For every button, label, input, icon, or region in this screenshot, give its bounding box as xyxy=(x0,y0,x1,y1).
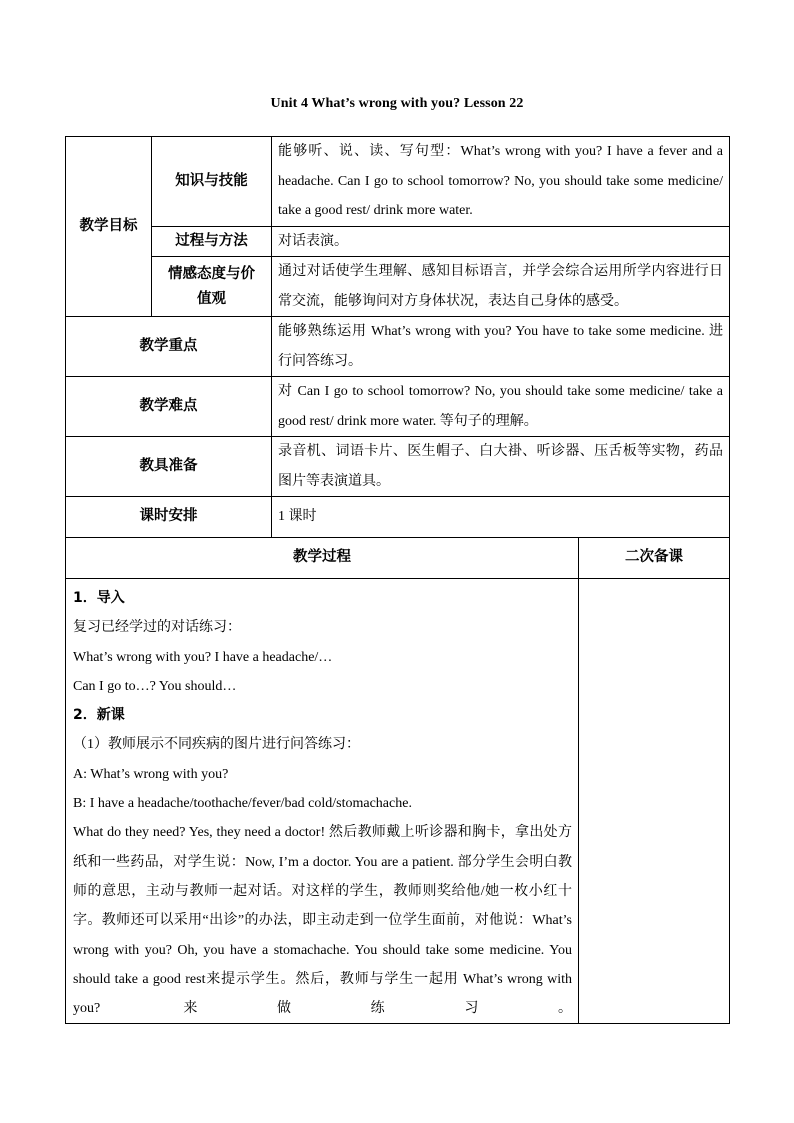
knowledge-text: 能够听、说、读、写句型：What’s wrong with you? I have a fever and a headache. Can I go to school tomorrow? No, you should take some medicine/ take a good rest/ drink more water. xyxy=(272,137,730,227)
objective-process-row xyxy=(66,226,730,257)
objectives-label: 教学目标 xyxy=(66,137,152,317)
knowledge-label: 知识与技能 xyxy=(152,137,272,227)
emotion-label-line1: 情感态度与价 xyxy=(168,265,255,282)
process-method-label: 过程与方法 xyxy=(152,226,272,257)
materials-row xyxy=(66,437,730,497)
difficulties-row xyxy=(66,377,730,437)
process-line: What’s wrong with you? I have a headache/… xyxy=(73,649,333,665)
process-line: A: What’s wrong with you? xyxy=(73,766,229,782)
process-header-main: 教学过程 xyxy=(66,538,579,579)
emotion-label-line2: 值观 xyxy=(197,290,226,307)
emotion-label xyxy=(152,257,272,317)
process-content xyxy=(66,579,579,1024)
materials-text: 录音机、词语卡片、医生帽子、白大褂、听诊器、压舌板等实物，药品图片等表演道具。 xyxy=(272,437,730,497)
section-new-lesson-heading: 2．新课 xyxy=(73,707,125,724)
process-header-row xyxy=(66,538,730,579)
key-points-text: 能够熟练运用 What’s wrong with you? You have to take some medicine. 进行问答练习。 xyxy=(272,317,730,377)
process-line: 复习已经学过的对话练习： xyxy=(73,620,241,636)
process-line: B: I have a headache/toothache/fever/bad cold/stomachache. xyxy=(73,796,412,812)
schedule-label: 课时安排 xyxy=(66,497,272,538)
process-paragraph: What do they need? Yes, they need a doctor! 然后教师戴上听诊器和胸卡，拿出处方纸和一些药品，对学生说：Now, I’m a doctor. You are a patient. 部分学生会明白教师的意思，主动与教师一起对话。对这样的学生，教师则奖给他/她一枚小红十字。教师还可以采用“出诊”的办法，即主动走到一位学生面前，对他说：What’s wrong with you? Oh, you have a stomachache. You should take some medicine. You should take a good rest来提示学生。然后，教师与学生一起用 What’s wrong with you? 来做练习。 xyxy=(73,825,572,1017)
teaching-process-table xyxy=(65,537,730,1024)
schedule-text: 1 课时 xyxy=(272,497,730,538)
difficulties-text: 对 Can I go to school tomorrow? No, you should take some medicine/ take a good rest/ drink more water. 等句子的理解。 xyxy=(272,377,730,437)
process-line: Can I go to…? You should… xyxy=(73,678,237,694)
section-intro-heading: 1．导入 xyxy=(73,590,125,606)
key-points-label: 教学重点 xyxy=(66,317,272,377)
process-header-side: 二次备课 xyxy=(579,538,730,579)
process-line: （1）教师展示不同疾病的图片进行问答练习： xyxy=(73,737,360,753)
key-points-row xyxy=(66,317,730,377)
process-body-row xyxy=(66,579,730,1024)
lesson-plan-table xyxy=(65,136,730,538)
emotion-text: 通过对话使学生理解、感知目标语言，并学会综合运用所学内容进行日常交流，能够询问对方身体状况，表达自己身体的感受。 xyxy=(272,257,730,317)
objective-knowledge-row xyxy=(66,137,730,227)
materials-label: 教具准备 xyxy=(66,437,272,497)
difficulties-label: 教学难点 xyxy=(66,377,272,437)
process-method-text: 对话表演。 xyxy=(272,226,730,257)
document-title: Unit 4 What’s wrong with you? Lesson 22 xyxy=(270,96,524,111)
objective-emotion-row xyxy=(66,257,730,317)
schedule-row xyxy=(66,497,730,538)
second-prep-cell xyxy=(579,579,730,1024)
